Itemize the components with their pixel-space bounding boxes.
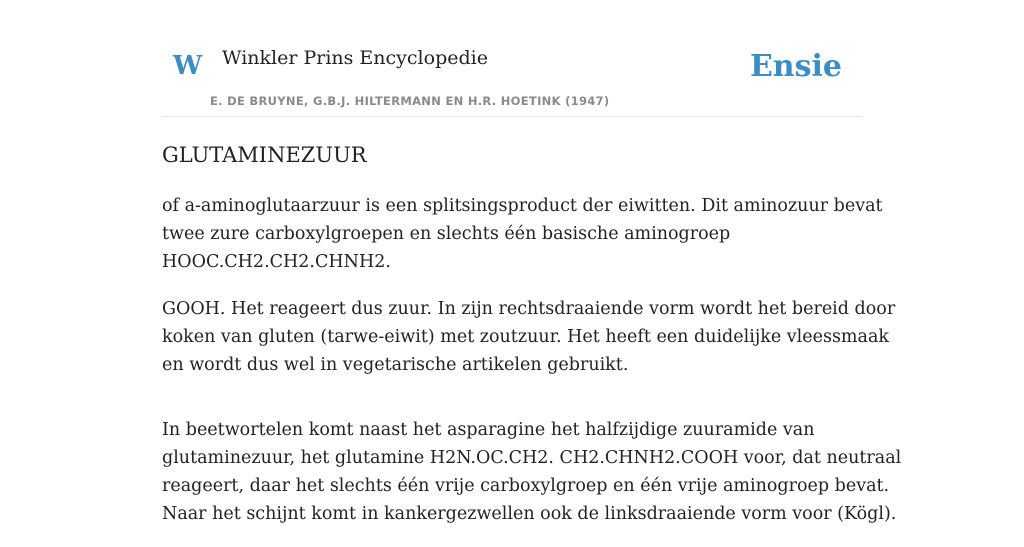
- paragraph-line: en wordt dus wel in vegetarische artikelen gebruikt.: [162, 355, 629, 375]
- paragraph-line: reageert, daar het slechts één vrije carboxylgroep en één vrije aminogroep bevat.: [162, 476, 890, 496]
- authors-line: E. DE BRUYNE, G.B.J. HILTERMANN EN H.R. HOETINK (1947): [210, 94, 610, 108]
- paragraph-line: GOOH. Het reageert dus zuur. In zijn rechtsdraaiende vorm wordt het bereid door: [162, 299, 896, 319]
- paragraph-line: Naar het schijnt komt in kankergezwellen ook de linksdraaiende vorm voor (Kögl).: [162, 504, 897, 524]
- logo-w-icon[interactable]: W: [173, 51, 203, 81]
- page-title: GLUTAMINEZUUR: [162, 143, 367, 167]
- article-body: [162, 192, 902, 547]
- paragraph-line: of a-aminoglutaarzuur is een splitsingsproduct der eiwitten. Dit aminozuur bevat: [162, 196, 883, 216]
- paragraph-1: [162, 192, 883, 276]
- paragraph-line: twee zure carboxylgroepen en slechts één basische aminogroep: [162, 224, 731, 244]
- paragraph-3: [162, 416, 902, 528]
- paragraph-line: HOOC.CH2.CH2.CHNH2.: [162, 252, 391, 272]
- page: [162, 0, 902, 524]
- paragraph-2: [162, 295, 896, 379]
- paragraph-line: koken van gluten (tarwe-eiwit) met zoutzuur. Het heeft een duidelijke vleessmaak: [162, 327, 889, 347]
- paragraph-line: glutaminezuur, het glutamine H2N.OC.CH2. CH2.CHNH2.COOH voor, dat neutraal: [162, 448, 902, 468]
- paragraph-line: In beetwortelen komt naast het asparagine het halfzijdige zuuramide van: [162, 420, 815, 440]
- ensie-logo[interactable]: Ensie: [749, 49, 842, 84]
- header: [162, 0, 862, 117]
- work-title[interactable]: Winkler Prins Encyclopedie: [222, 47, 488, 69]
